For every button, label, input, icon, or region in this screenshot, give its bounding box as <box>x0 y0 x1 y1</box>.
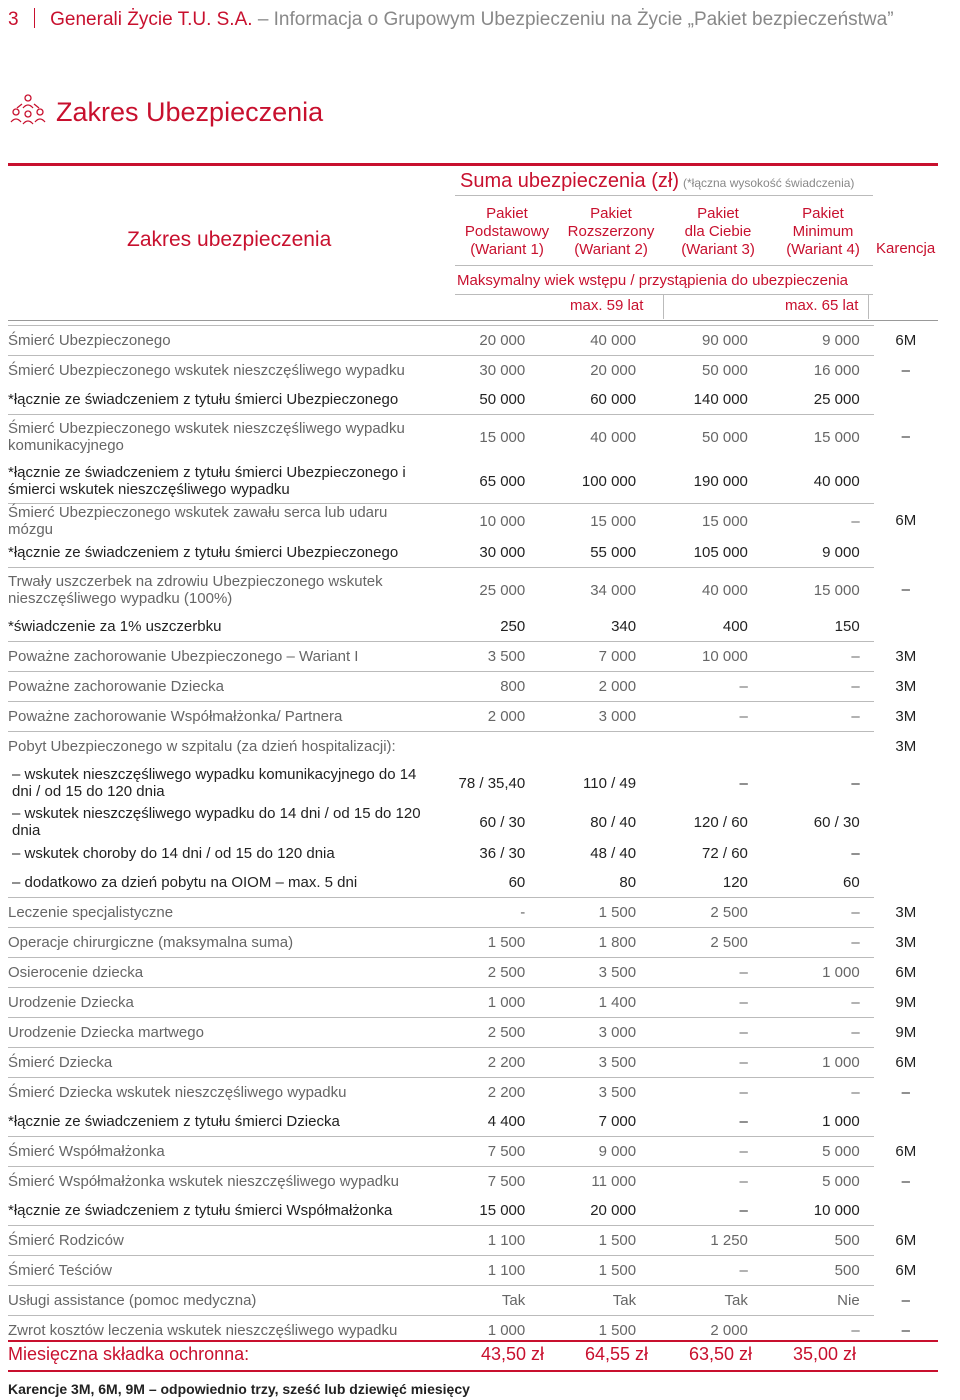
col1-line1: Pakiet <box>486 205 528 222</box>
row-value-1: 7 500 <box>426 1167 539 1197</box>
row-karencja: 9M <box>895 1024 917 1041</box>
table-row <box>8 702 938 732</box>
section-title <box>8 92 323 132</box>
row-value-3: Tak <box>650 1286 762 1316</box>
row-value-1: 30 000 <box>426 356 539 386</box>
row-value-1: 2 200 <box>426 1048 539 1078</box>
row-karencja: 6M <box>895 1054 917 1071</box>
row-value-1: 78 / 35,40 <box>458 774 526 792</box>
row-karencja <box>874 839 938 868</box>
row-value-4: 15 000 <box>762 568 874 613</box>
row-value-3: 190 000 <box>693 472 748 490</box>
row-label: Zwrot kosztów leczenia wskutek nieszczęśliwego wypadku <box>8 1316 426 1346</box>
table-row <box>8 326 938 356</box>
row-value-4: 5 000 <box>762 1137 874 1167</box>
row-label: Śmierć Współmałżonka wskutek nieszczęśliwego wypadku <box>8 1167 426 1197</box>
row-label: Śmierć Ubezpieczonego <box>8 326 426 356</box>
row-value-4: 10 000 <box>813 1202 860 1219</box>
table-row <box>8 928 938 958</box>
table-row <box>8 1226 938 1256</box>
row-value-2: 7 000 <box>539 642 650 672</box>
row-karencja <box>874 612 938 642</box>
col3-line2: dla Ciebie <box>684 223 752 240</box>
col2-line1: Pakiet <box>590 205 632 222</box>
table-row <box>8 1078 938 1108</box>
row-value-3: 50 000 <box>650 415 762 460</box>
row-value-3: 40 000 <box>650 568 762 613</box>
page-header <box>8 8 894 31</box>
row-value-4: – <box>762 672 874 702</box>
table-row <box>8 612 938 642</box>
row-value-3: – <box>650 958 762 988</box>
row-value-3: – <box>650 1256 762 1286</box>
row-value-1: 4 400 <box>487 1113 526 1130</box>
row-value-1: Tak <box>426 1286 539 1316</box>
header-rule <box>455 195 873 196</box>
row-value-2: Tak <box>539 1286 650 1316</box>
table-row <box>8 415 938 460</box>
top-rule <box>8 163 938 166</box>
row-value-3: 50 000 <box>650 356 762 386</box>
col-header-3 <box>663 205 773 259</box>
row-value-2: 110 / 49 <box>583 774 637 792</box>
row-value-1: 2 500 <box>426 958 539 988</box>
row-value-1: 15 000 <box>426 415 539 460</box>
document-title: – Informacja o Grupowym Ubezpieczeniu na Życie „Pakiet bezpieczeństwa” <box>257 9 894 30</box>
row-value-1: 1 500 <box>426 928 539 958</box>
table-row <box>8 504 938 539</box>
col4-line1: Pakiet <box>802 205 844 222</box>
table-row <box>8 839 938 868</box>
max-divider <box>663 295 664 319</box>
max-age-1: max. 59 lat <box>570 297 644 314</box>
row-value-4: 9 000 <box>822 544 860 561</box>
row-value-4: 500 <box>762 1226 874 1256</box>
table-row <box>8 538 938 568</box>
row-label: Trwały uszczerbek na zdrowiu Ubezpieczonego wskutek nieszczęśliwego wypadku (100%) <box>8 568 426 613</box>
row-label: Usługi assistance (pomoc medyczna) <box>8 1286 426 1316</box>
row-value-4: 1 000 <box>822 1113 860 1130</box>
row-karencja: – <box>901 1172 910 1190</box>
row-value-4: – <box>762 642 874 672</box>
table-row <box>8 1137 938 1167</box>
row-label: Urodzenie Dziecka martwego <box>8 1018 426 1048</box>
table-row <box>8 1048 938 1078</box>
row-value-4: 16 000 <box>762 356 874 386</box>
col3-line3: (Wariant 3) <box>681 241 755 258</box>
row-value-1: 1 100 <box>426 1226 539 1256</box>
row-value-2: 340 <box>611 618 637 635</box>
table-row <box>8 642 938 672</box>
max-age-2: max. 65 lat <box>785 297 859 314</box>
row-label: Śmierć Dziecka wskutek nieszczęśliwego wypadku <box>8 1078 426 1108</box>
row-value-4: – <box>762 702 874 732</box>
row-value-1: 3 500 <box>426 642 539 672</box>
row-value-4 <box>762 732 874 762</box>
table-row <box>8 868 938 898</box>
max-divider-right <box>868 295 869 319</box>
row-value-3: – <box>650 672 762 702</box>
col2-line3: (Wariant 2) <box>574 241 648 258</box>
premium-value-4: 35,00 zł <box>792 1344 856 1364</box>
row-value-1: 65 000 <box>479 472 526 490</box>
row-value-1: 20 000 <box>426 326 539 356</box>
suma-header <box>460 170 854 193</box>
row-value-4: – <box>851 845 860 862</box>
row-value-2 <box>539 732 650 762</box>
row-label: Śmierć Rodziców <box>8 1226 426 1256</box>
table-row <box>8 385 938 415</box>
row-karencja: 3M <box>895 934 917 951</box>
row-karencja <box>874 761 938 805</box>
row-karencja <box>874 1196 938 1226</box>
row-value-3: – <box>650 1018 762 1048</box>
row-label: Śmierć Teściów <box>8 1256 426 1286</box>
people-icon <box>8 92 48 132</box>
row-value-3: 120 / 60 <box>693 813 748 831</box>
row-value-4: 150 <box>834 618 860 635</box>
row-value-2: 80 / 40 <box>590 813 637 831</box>
row-value-2: 1 400 <box>539 988 650 1018</box>
table-row <box>8 1107 938 1137</box>
row-label: Poważne zachorowanie Współmałżonka/ Partnera <box>8 702 426 732</box>
row-label: Operacje chirurgiczne (maksymalna suma) <box>8 928 426 958</box>
row-label: Urodzenie Dziecka <box>8 988 426 1018</box>
row-value-1: 1 000 <box>426 1316 539 1346</box>
row-value-3: 2 000 <box>650 1316 762 1346</box>
premium-label: Miesięczna składka ochronna: <box>8 1344 250 1364</box>
row-value-2: 3 500 <box>539 1048 650 1078</box>
row-value-1: 1 000 <box>426 988 539 1018</box>
row-karencja <box>874 805 938 839</box>
row-value-4: – <box>762 898 874 928</box>
row-value-2: 34 000 <box>539 568 650 613</box>
row-karencja: 6M <box>895 332 917 349</box>
row-value-2: 20 000 <box>590 1202 637 1219</box>
row-karencja: 9M <box>895 994 917 1011</box>
col-header-1 <box>455 205 559 259</box>
row-label: – wskutek nieszczęśliwego wypadku komunikacyjnego do 14 dni / od 15 do 120 dnia <box>12 766 417 800</box>
row-value-3: 90 000 <box>650 326 762 356</box>
row-value-3: – <box>650 1048 762 1078</box>
row-value-1: 60 / 30 <box>479 813 526 831</box>
row-value-2: 3 000 <box>539 702 650 732</box>
row-value-1: 30 000 <box>479 544 526 561</box>
row-value-3: – <box>650 988 762 1018</box>
premium-value-1: 43,50 zł <box>480 1344 544 1364</box>
karencja-header: Karencja <box>876 240 936 257</box>
col-header-2 <box>559 205 663 259</box>
row-label: Śmierć Ubezpieczonego wskutek nieszczęśliwego wypadku komunikacyjnego <box>8 415 426 460</box>
row-karencja: – <box>901 428 910 446</box>
row-value-2: 100 000 <box>581 472 637 490</box>
col2-line2: Rozszerzony <box>567 223 655 240</box>
row-value-3: 2 500 <box>650 928 762 958</box>
row-karencja: – <box>901 1292 910 1309</box>
row-label: Śmierć Współmałżonka <box>8 1137 426 1167</box>
row-value-4: 500 <box>762 1256 874 1286</box>
max-age-label: Maksymalny wiek wstępu / przystąpienia do ubezpieczenia <box>457 272 849 289</box>
row-value-2: 9 000 <box>539 1137 650 1167</box>
row-value-1: 250 <box>500 618 526 635</box>
row-value-2: 1 800 <box>539 928 650 958</box>
row-karencja <box>874 868 938 898</box>
row-karencja: – <box>901 1321 910 1339</box>
page-number: 3 <box>8 9 19 30</box>
row-value-1: 2 500 <box>426 1018 539 1048</box>
coverage-table <box>8 325 938 1345</box>
row-value-3 <box>650 732 762 762</box>
row-karencja <box>874 459 938 504</box>
row-value-2: 1 500 <box>539 1226 650 1256</box>
row-label: Poważne zachorowanie Dziecka <box>8 672 426 702</box>
row-value-4: – <box>762 1316 874 1346</box>
row-value-1: 60 <box>508 874 526 891</box>
row-value-3: – <box>739 1113 748 1130</box>
row-value-1: 36 / 30 <box>479 845 526 862</box>
row-label: *łącznie ze świadczeniem z tytułu śmierci Ubezpieczonego <box>8 391 399 408</box>
row-value-4: – <box>762 988 874 1018</box>
table-row <box>8 988 938 1018</box>
row-value-3: – <box>650 1167 762 1197</box>
footer-rule-bottom <box>8 1370 938 1372</box>
col3-line1: Pakiet <box>697 205 739 222</box>
table-row <box>8 459 938 504</box>
table-row <box>8 568 938 613</box>
row-value-3: – <box>650 1078 762 1108</box>
row-karencja: 3M <box>895 737 917 755</box>
row-label: Śmierć Ubezpieczonego wskutek nieszczęśliwego wypadku <box>8 356 426 386</box>
premium-value-3: 63,50 zł <box>688 1344 752 1364</box>
row-value-1: 7 500 <box>426 1137 539 1167</box>
row-value-3: 72 / 60 <box>702 845 748 862</box>
row-label: Śmierć Dziecka <box>8 1048 426 1078</box>
row-value-1: 1 100 <box>426 1256 539 1286</box>
table-row <box>8 1286 938 1316</box>
row-value-1 <box>426 732 539 762</box>
row-value-2: 7 000 <box>598 1113 637 1130</box>
row-value-3: 120 <box>722 874 748 891</box>
row-karencja: 3M <box>895 678 917 695</box>
row-value-2: 3 500 <box>539 958 650 988</box>
row-value-1: 25 000 <box>426 568 539 613</box>
row-value-2: 40 000 <box>539 326 650 356</box>
row-karencja: – <box>901 361 910 379</box>
row-value-2: 55 000 <box>590 544 637 561</box>
header-divider <box>34 8 35 28</box>
row-karencja: 6M <box>895 964 917 981</box>
row-value-4: 60 <box>842 874 860 891</box>
row-value-4: Nie <box>762 1286 874 1316</box>
row-value-2: 2 000 <box>539 672 650 702</box>
row-label: – dodatkowo za dzień pobytu na OIOM – max. 5 dni <box>12 874 358 891</box>
row-value-4: – <box>762 928 874 958</box>
row-label: Poważne zachorowanie Ubezpieczonego – Wariant I <box>8 642 426 672</box>
table-row <box>8 1018 938 1048</box>
zakres-header: Zakres ubezpieczenia <box>127 228 332 251</box>
row-label: Leczenie specjalistyczne <box>8 898 426 928</box>
table-row <box>8 356 938 386</box>
row-value-3: 15 000 <box>650 504 762 539</box>
row-label: Osierocenie dziecka <box>8 958 426 988</box>
row-value-1: 2 200 <box>426 1078 539 1108</box>
row-label: Pobyt Ubezpieczonego w szpitalu (za dzień hospitalizacji): <box>8 732 426 762</box>
row-value-3: 140 000 <box>693 391 748 408</box>
row-value-3: – <box>739 1202 748 1219</box>
row-value-1: 2 000 <box>426 702 539 732</box>
maks-rule-top <box>455 265 873 266</box>
row-value-2: 80 <box>619 874 637 891</box>
row-karencja <box>874 385 938 415</box>
suma-label: Suma ubezpieczenia (zł) <box>460 170 679 192</box>
table-row <box>8 1167 938 1197</box>
row-value-2: 3 500 <box>539 1078 650 1108</box>
row-value-4: – <box>762 1018 874 1048</box>
row-karencja: – <box>901 581 910 599</box>
table-row <box>8 761 938 805</box>
row-value-3: – <box>650 1137 762 1167</box>
row-karencja: 6M <box>895 1262 917 1279</box>
row-value-2: 40 000 <box>539 415 650 460</box>
row-value-4: – <box>762 1078 874 1108</box>
row-value-4: 40 000 <box>813 472 860 490</box>
row-value-3: 2 500 <box>650 898 762 928</box>
premium-value-2: 64,55 zł <box>584 1344 648 1364</box>
row-karencja <box>874 538 938 568</box>
row-label: *łącznie ze świadczeniem z tytułu śmierci Ubezpieczonego i śmierci wskutek nieszczęśliwego wypadku <box>8 464 406 498</box>
maks-rule-bottom <box>455 294 873 295</box>
row-value-2: 3 000 <box>539 1018 650 1048</box>
row-value-4: 1 000 <box>762 1048 874 1078</box>
table-row <box>8 958 938 988</box>
suma-note: (*łączna wysokość świadczenia) <box>683 176 855 190</box>
row-value-1: - <box>426 898 539 928</box>
row-value-2: 48 / 40 <box>590 845 637 862</box>
col4-line2: Minimum <box>792 223 854 240</box>
row-label: *łącznie ze świadczeniem z tytułu śmierci Współmałżonka <box>8 1202 393 1219</box>
row-value-2: 1 500 <box>539 898 650 928</box>
row-karencja: 3M <box>895 648 917 665</box>
table-row <box>8 732 938 762</box>
row-value-4: 1 000 <box>762 958 874 988</box>
header-bottom-rule <box>8 320 938 321</box>
row-karencja: 6M <box>895 1232 917 1249</box>
row-label: – wskutek choroby do 14 dni / od 15 do 120 dnia <box>12 845 335 862</box>
row-value-4: 25 000 <box>813 391 860 408</box>
table-row <box>8 1256 938 1286</box>
row-value-4: 5 000 <box>762 1167 874 1197</box>
footer-rule-top <box>8 1340 938 1342</box>
row-label: – wskutek nieszczęśliwego wypadku do 14 dni / od 15 do 120 dnia <box>12 805 421 839</box>
row-label: *łącznie ze świadczeniem z tytułu śmierci Ubezpieczonego <box>8 544 399 561</box>
row-karencja: 6M <box>895 512 917 530</box>
row-label: *świadczenie za 1% uszczerbku <box>8 618 222 635</box>
row-value-2: 11 000 <box>539 1167 650 1197</box>
row-value-4: – <box>851 774 860 792</box>
row-value-3: 400 <box>722 618 748 635</box>
col1-line3: (Wariant 1) <box>470 241 544 258</box>
row-value-2: 60 000 <box>590 391 637 408</box>
karencja-legend: Karencje 3M, 6M, 9M – odpowiednio trzy, sześć lub dziewięć miesięcy <box>8 1381 470 1397</box>
page-title: Zakres Ubezpieczenia <box>56 96 324 127</box>
row-label: *łącznie ze świadczeniem z tytułu śmierci Dziecka <box>8 1113 340 1130</box>
row-karencja <box>874 1107 938 1137</box>
row-value-2: 1 500 <box>539 1256 650 1286</box>
col1-line2: Podstawowy <box>464 223 550 240</box>
row-value-4: 9 000 <box>762 326 874 356</box>
col4-line3: (Wariant 4) <box>786 241 860 258</box>
row-value-4: 15 000 <box>762 415 874 460</box>
table-row <box>8 1196 938 1226</box>
row-value-4: – <box>762 504 874 539</box>
row-value-1: 15 000 <box>479 1202 526 1219</box>
row-value-2: 20 000 <box>539 356 650 386</box>
row-value-3: 1 250 <box>650 1226 762 1256</box>
row-value-3: 10 000 <box>650 642 762 672</box>
row-value-3: – <box>650 702 762 732</box>
row-value-2: 15 000 <box>539 504 650 539</box>
table-row <box>8 898 938 928</box>
row-value-4: 60 / 30 <box>813 813 860 831</box>
table-row <box>8 805 938 839</box>
row-value-1: 800 <box>426 672 539 702</box>
row-karencja: – <box>901 1083 910 1101</box>
row-value-3: 105 000 <box>693 544 748 561</box>
row-value-3: – <box>739 774 748 792</box>
row-value-2: 1 500 <box>539 1316 650 1346</box>
company-name: Generali Życie T.U. S.A. <box>50 9 253 30</box>
row-value-1: 10 000 <box>426 504 539 539</box>
row-karencja: 6M <box>895 1143 917 1160</box>
row-label: Śmierć Ubezpieczonego wskutek zawału serca lub udaru mózgu <box>8 504 426 539</box>
row-value-1: 50 000 <box>479 391 526 408</box>
row-karencja: 3M <box>895 708 917 725</box>
table-row <box>8 672 938 702</box>
col-header-4 <box>773 205 873 259</box>
row-karencja: 3M <box>895 904 917 921</box>
